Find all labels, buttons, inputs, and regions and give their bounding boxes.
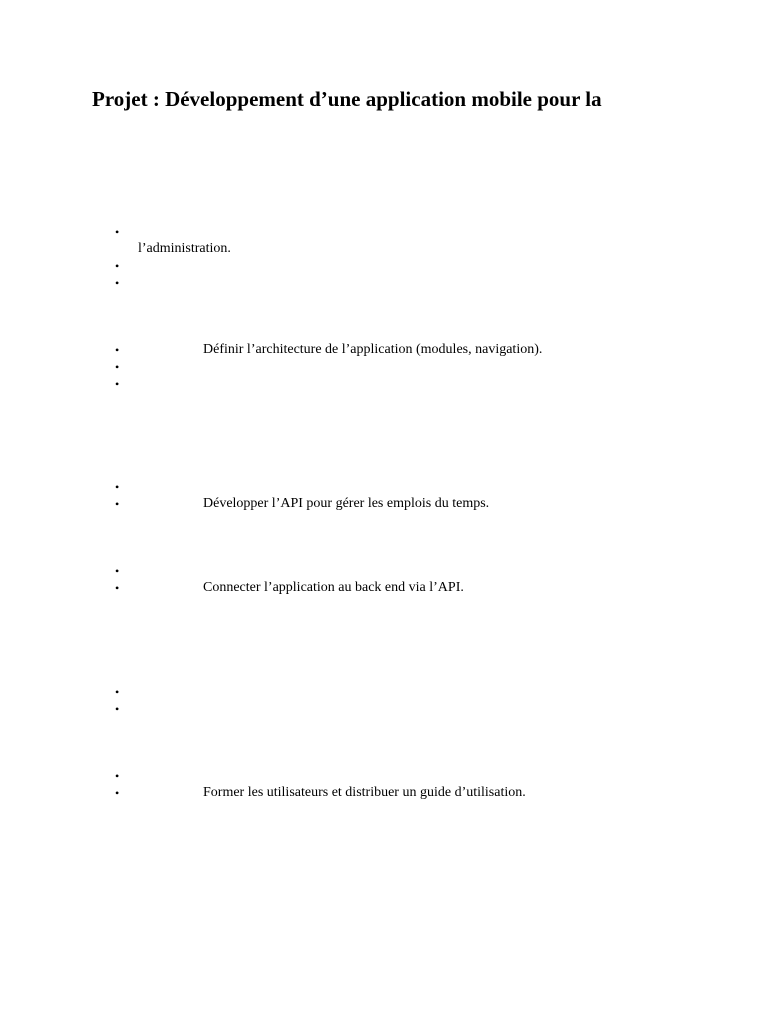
bullet-icon: • — [115, 786, 120, 800]
list-item — [0, 683, 768, 701]
list-item — [0, 274, 768, 292]
bullet-icon: • — [115, 564, 120, 578]
list-item — [0, 579, 768, 597]
list-item-text: Connecter l’application au back end via l’API. — [203, 580, 464, 595]
list-item — [0, 257, 768, 275]
list-item-continuation-text: l’administration. — [138, 241, 231, 256]
list-item-text: Former les utilisateurs et distribuer un guide d’utilisation. — [203, 785, 526, 800]
list-item — [0, 767, 768, 785]
bullet-icon: • — [115, 343, 120, 357]
list-item — [0, 562, 768, 580]
list-item — [0, 700, 768, 718]
list-item-text: Développer l’API pour gérer les emplois du temps. — [203, 496, 490, 511]
bullet-icon: • — [115, 685, 120, 699]
bullet-icon: • — [115, 360, 120, 374]
bullet-icon: • — [115, 702, 120, 716]
bullet-icon: • — [115, 276, 120, 290]
bullet-icon: • — [115, 225, 120, 239]
bullet-icon: • — [115, 769, 120, 783]
bullet-icon: • — [115, 581, 120, 595]
list-item — [0, 784, 768, 802]
bullet-icon: • — [115, 480, 120, 494]
list-item — [0, 478, 768, 496]
bullet-icon: • — [115, 377, 120, 391]
bullet-icon: • — [115, 497, 120, 511]
bullet-icon: • — [115, 259, 120, 273]
list-item — [0, 223, 768, 241]
list-item-text: Définir l’architecture de l’application (modules, navigation). — [203, 342, 543, 357]
list-item — [0, 341, 768, 359]
document-title: Projet : Développement d’une application mobile pour la — [92, 87, 602, 111]
list-item — [0, 375, 768, 393]
list-item — [0, 495, 768, 513]
list-item — [0, 358, 768, 376]
list-item-continuation — [0, 240, 768, 258]
